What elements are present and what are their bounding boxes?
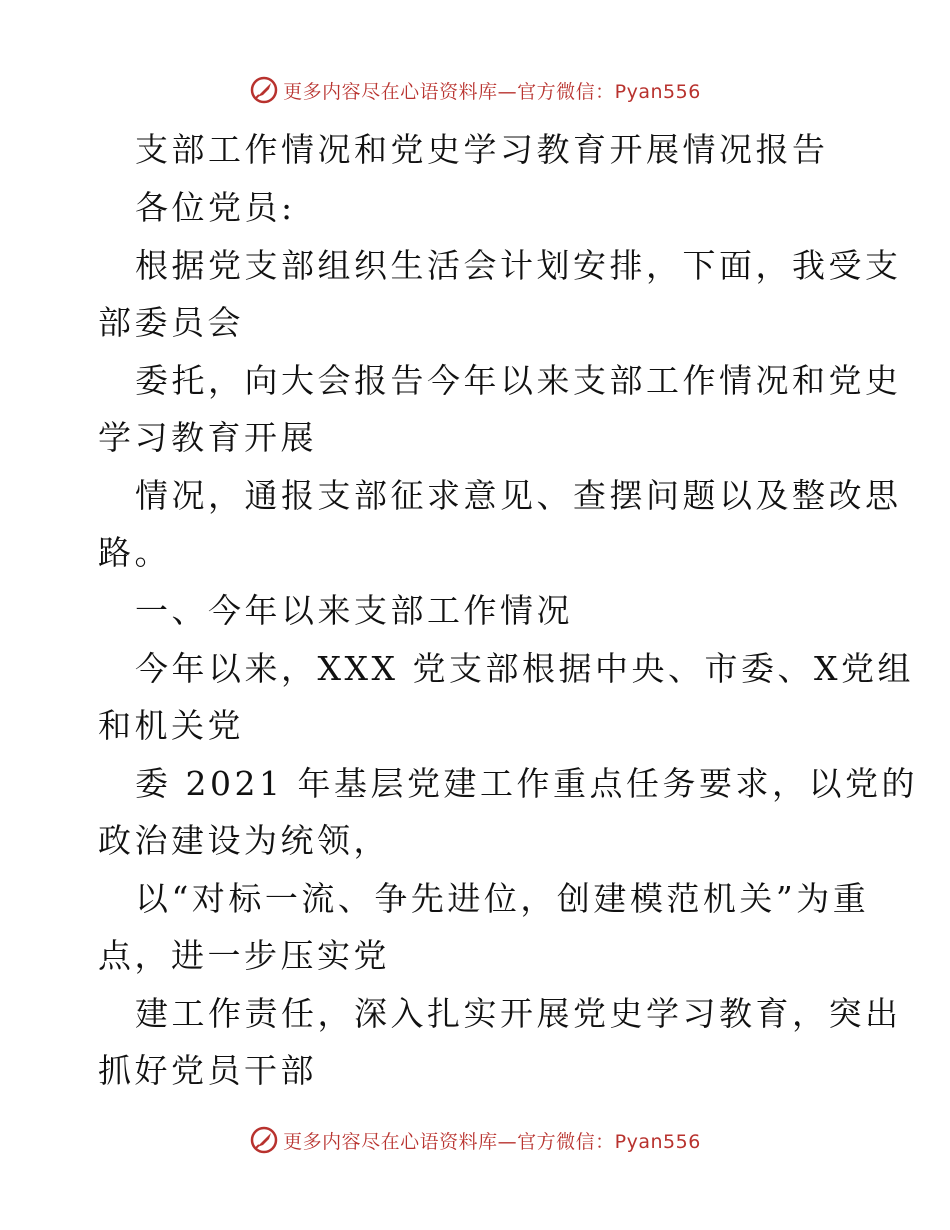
paragraph-line: 根据党支部组织生活会计划安排，下面，我受支 xyxy=(135,246,902,285)
paragraph-line: 委 2021 年基层党建工作重点任务要求，以党的 xyxy=(135,764,918,803)
paragraph-line: 点，进一步压实党 xyxy=(98,936,390,975)
paragraph-line: 部委员会 xyxy=(98,303,244,342)
header-banner-text: 更多内容尽在心语资料库—官方微信：Pyan556 xyxy=(283,80,701,103)
footer-banner-text: 更多内容尽在心语资料库—官方微信：Pyan556 xyxy=(283,1130,701,1153)
paragraph-line: 抓好党员干部 xyxy=(98,1051,317,1090)
document-title: 支部工作情况和党史学习教育开展情况报告 xyxy=(135,130,829,169)
section-heading: 一、今年以来支部工作情况 xyxy=(135,591,573,630)
paragraph-line: 委托，向大会报告今年以来支部工作情况和党史 xyxy=(135,361,902,400)
paragraph-line: 政治建设为统领， xyxy=(98,821,390,860)
paragraph-line: 以“对标一流、争先进位，创建模范机关”为重 xyxy=(135,879,870,918)
footer-banner xyxy=(0,1120,950,1160)
header-banner xyxy=(0,70,950,110)
paragraph-line: 路。 xyxy=(98,533,171,572)
paragraph-line: 今年以来，XXX 党支部根据中央、市委、X党组 xyxy=(135,649,914,688)
salutation: 各位党员: xyxy=(135,188,296,227)
paragraph-line: 和机关党 xyxy=(98,706,244,745)
paragraph-line: 学习教育开展 xyxy=(98,418,317,457)
quill-logo-icon xyxy=(249,75,279,105)
paragraph-line: 建工作责任，深入扎实开展党史学习教育，突出 xyxy=(135,994,902,1033)
quill-logo-icon xyxy=(249,1125,279,1155)
paragraph-line: 情况，通报支部征求意见、查摆问题以及整改思 xyxy=(135,476,902,515)
